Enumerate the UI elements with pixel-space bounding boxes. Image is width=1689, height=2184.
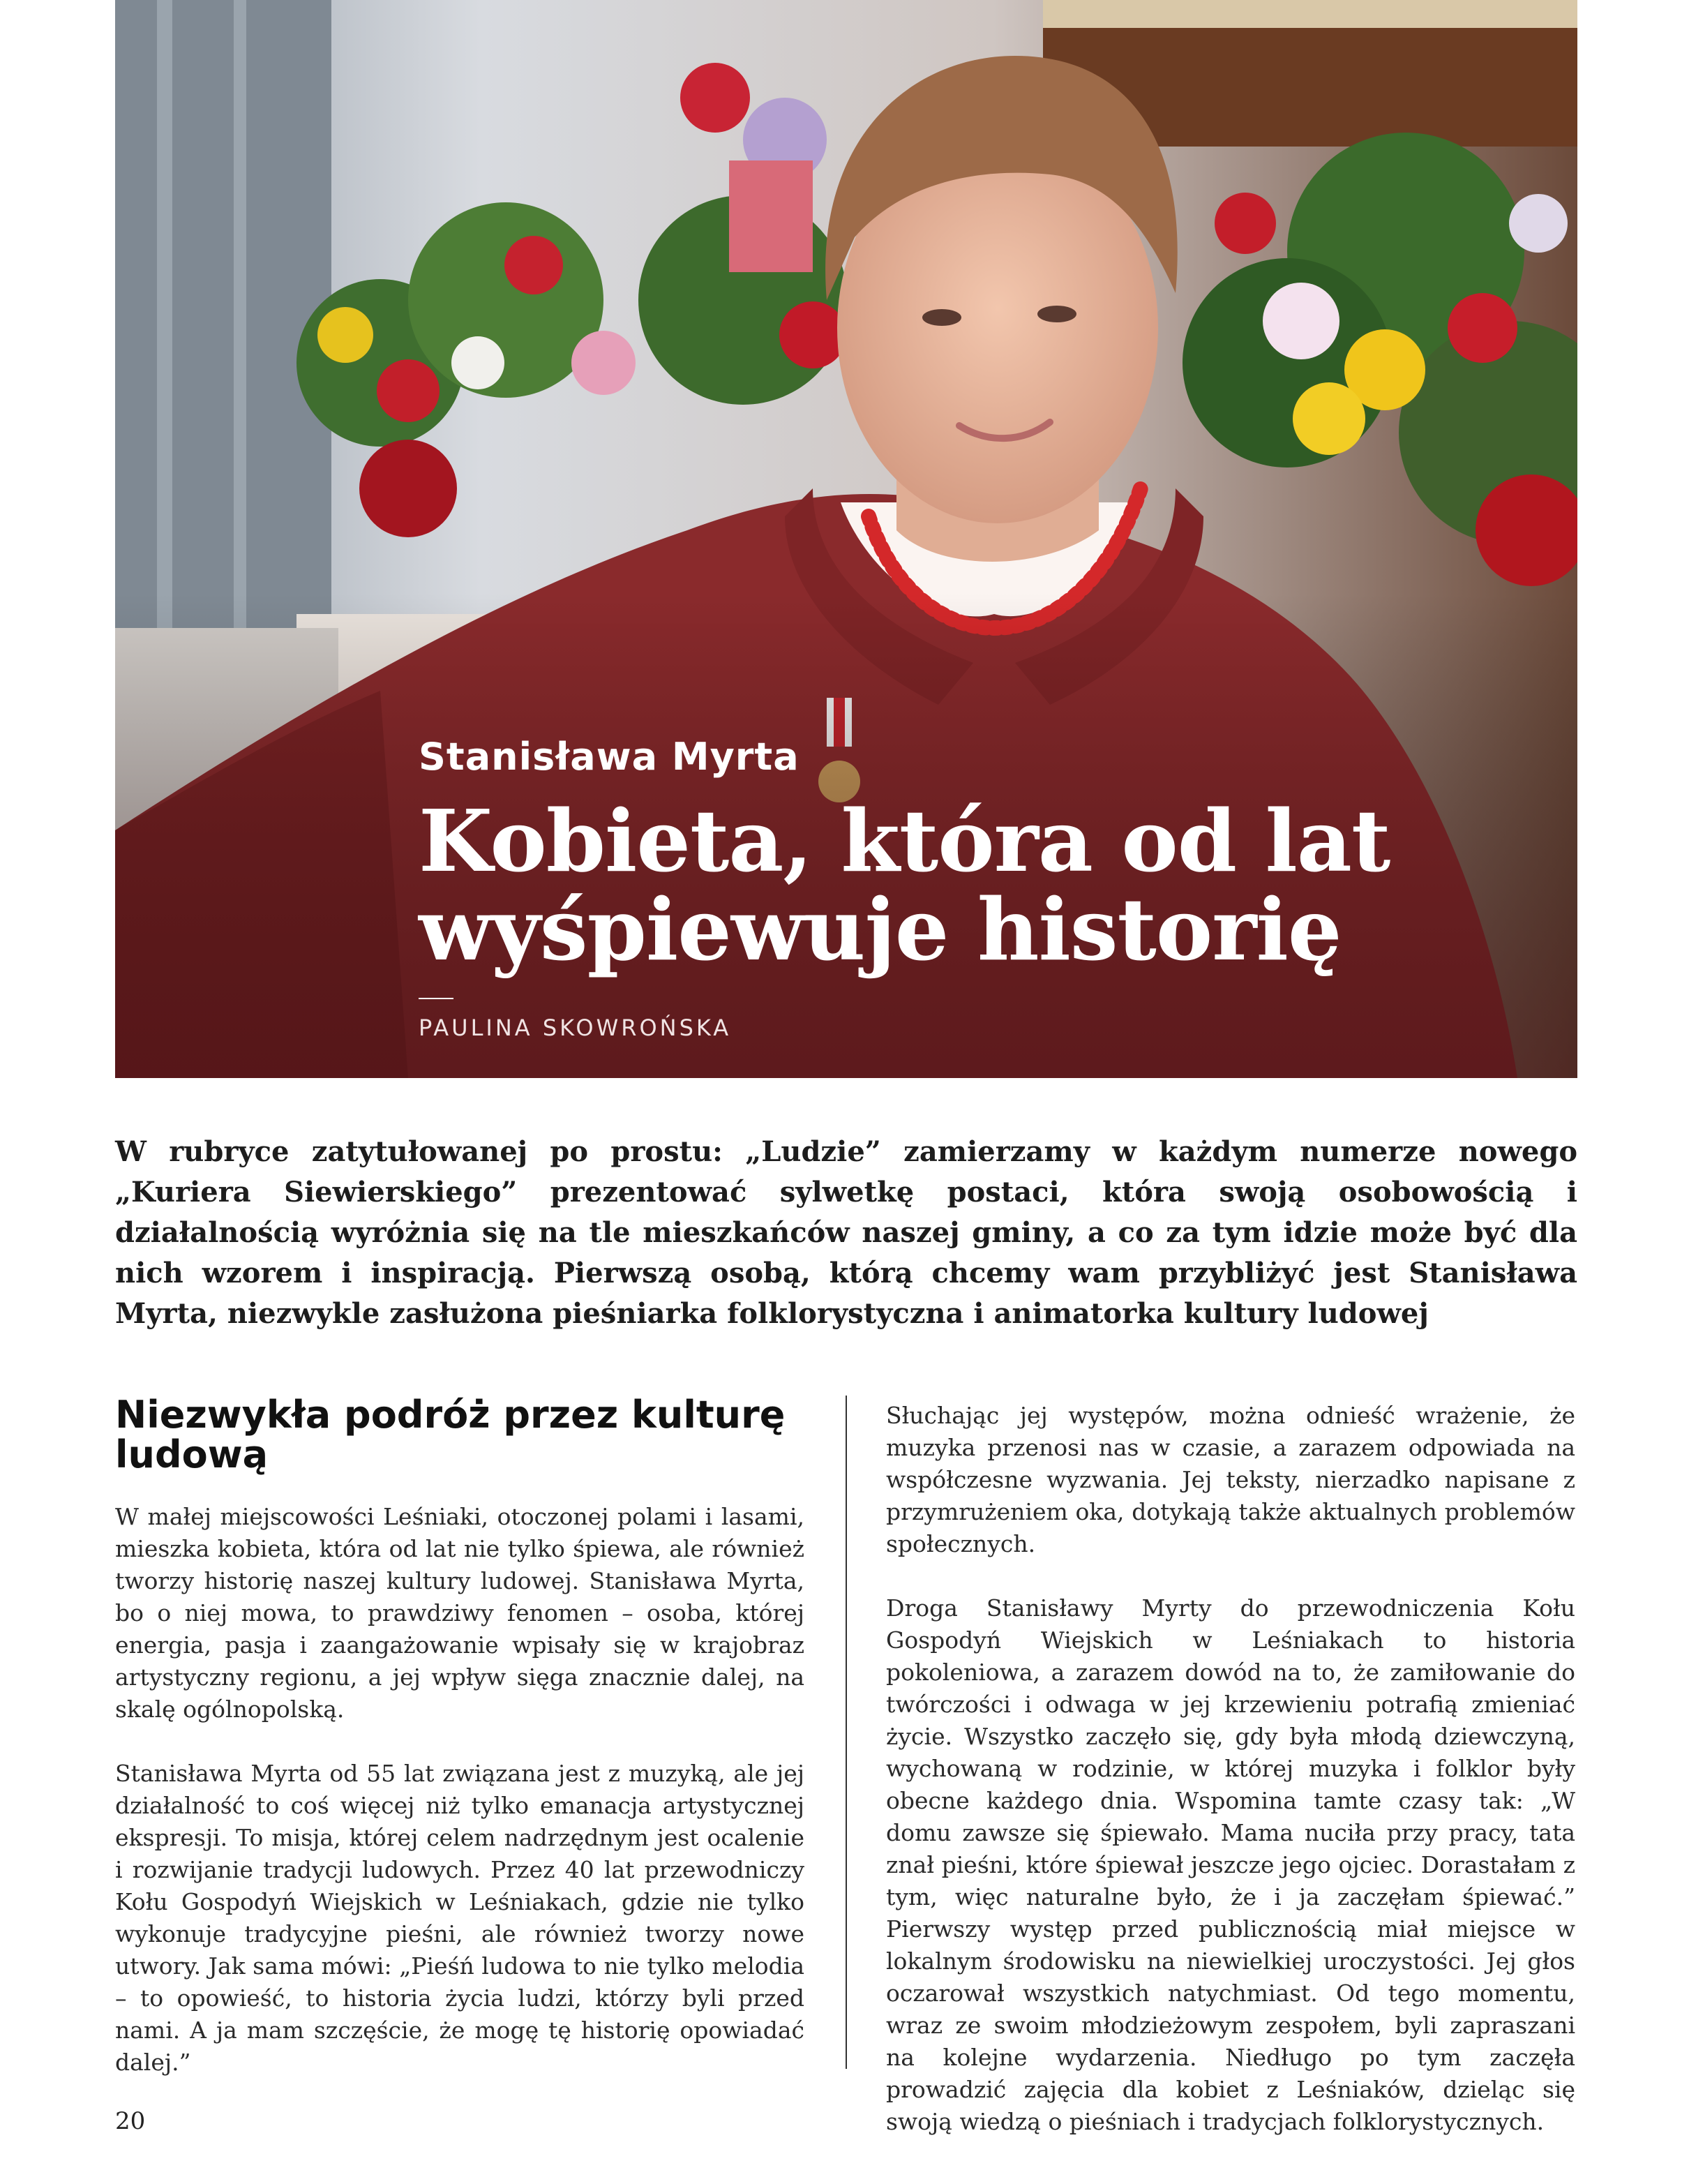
body-paragraph: Słuchając jej występów, można odnieść wrażenie, że muzyka przenosi nas w czasie, a zarazem odpowiada na współczesne wyzwania. Jej teksty, nierzadko napisane z przymrużeniem oka, dotykają także aktualnych problemów społecznych. [886, 1402, 1575, 1557]
headline-line-2: wyśpiewuje historię [419, 879, 1342, 980]
right-column [886, 1396, 1575, 2170]
page-number: 20 [115, 2107, 146, 2135]
lead-paragraph: W rubryce zatytułowanej po prostu: „Ludzie” zamierzamy w każdym numerze nowego „Kuriera Siewierskiego” prezentować sylwetkę postaci, która swoją osobowością i działalnością wyróżnia się na tle mieszkańców naszej gminy, a co za tym idzie może być dla nich wzorem i inspiracją. Pierwszą osobą, którą chcemy wam przybliżyć jest Stanisława Myrta, niezwykle zasłużona pieśniarka folklorystyczna i animatorka kultury ludowej [115, 1135, 1577, 1330]
body-paragraph: W małej miejscowości Leśniaki, otoczonej polami i lasami, mieszka kobieta, która od lat nie tylko śpiewa, ale również tworzy historię naszej kultury ludowej. Stanisława Myrta, bo o niej mowa, to prawdziwy fenomen – osoba, której energia, pasja i zaangażowanie wpisały się w krajobraz artystyczny regionu, a jej wpływ sięga znacznie dalej, na skalę ogólnopolską. [115, 1503, 804, 1723]
hero-photo [115, 0, 1577, 1078]
author-rule [419, 998, 453, 999]
hero-title-block [419, 736, 1500, 1041]
body-paragraph: Droga Stanisławy Myrty do przewodniczenia Kołu Gospodyń Wiejskich w Leśniakach to historia pokoleniowa, a zarazem dowód na to, że zamiłowanie do twórczości i odwaga w jej krzewieniu potrafią zmieniać życie. Wszystko zaczęło się, gdy była młodą dziewczyną, wychowaną w rodzinie, w której muzyka i folklor były obecne każdego dnia. Wspomina tamte czasy tak: „W domu zawsze się śpiewało. Mama nuciła przy pracy, tata znał pieśni, które śpiewał jeszcze jego ojciec. Dorastałam z tym, więc naturalne było, że i ja zaczęłam śpiewać.” Pierwszy występ przed publicznością miał miejsce w lokalnym środowisku na niewielkiej uroczystości. Jej głos oczarował wszystkich natychmiast. Od tego momentu, wraz ze swoim młodzieżowym zespołem, byli zapraszani na kolejne wydarzenia. Niedługo po tym zaczęła prowadzić zajęcia dla kobiet z Leśniaków, dzieląc się swoją wiedzą o pieśniach i tradycjach folklorystycznych. [886, 1594, 1575, 2135]
author-byline: PAULINA SKOWROŃSKA [419, 1015, 732, 1042]
section-subheading: Niezwykła podróż przez kulturę ludową [115, 1393, 786, 1476]
article-headline [419, 791, 1500, 980]
left-column [115, 1393, 804, 2111]
headline-line-1: Kobieta, która od lat [419, 791, 1390, 892]
body-paragraph: Stanisława Myrta od 55 lat związana jest z muzyką, ale jej działalność to coś więcej niż tylko emanacja artystycznej ekspresji. To misja, której celem nadrzędnym jest ocalenie i rozwijanie tradycji ludowych. Przez 40 lat przewodniczy Kołu Gospodyń Wiejskich w Leśniakach, gdzie nie tylko wykonuje tradycyjne pieśni, ale również tworzy nowe utwory. Jak sama mówi: „Pieśń ludowa to nie tylko melodia – to opowieść, to historia życia ludzi, którzy byli przed nami. A ja mam szczęście, że mogę tę historię opowiadać dalej.” [115, 1760, 804, 2077]
person-name: Stanisława Myrta [419, 735, 800, 779]
column-divider [846, 1396, 847, 2069]
